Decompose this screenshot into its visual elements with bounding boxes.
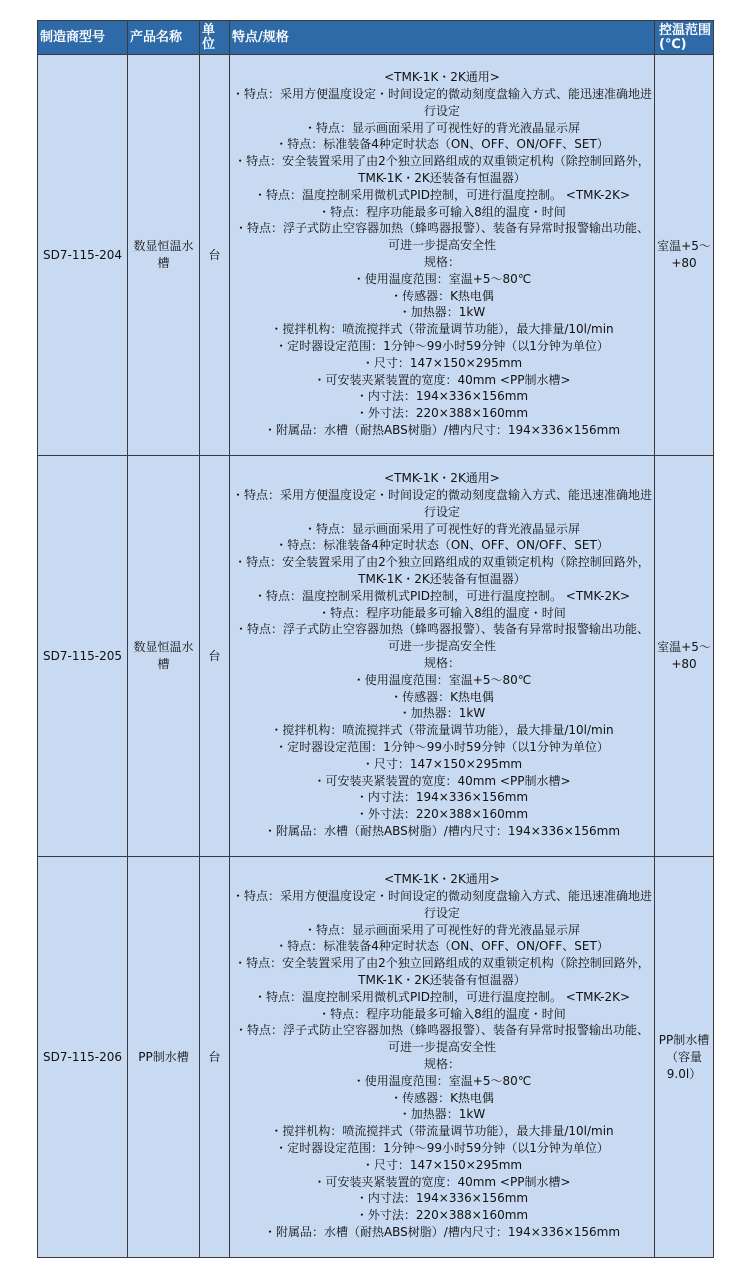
spec-line: ・搅拌机构：喷流搅拌式（带流量调节功能），最大排量/10l/min <box>270 322 614 337</box>
spec-line: ・可安装夹紧装置的宽度：40mm <PP制水槽> <box>313 372 571 387</box>
spec-line: ・加热器：1kW <box>398 1107 486 1122</box>
spec-line: ・特点：程序功能最多可输入8组的温度・时间 <box>318 1006 566 1021</box>
spec-line: ・特点：显示画面采用了可视性好的背光液晶显示屏 <box>303 521 580 536</box>
spec-line: ・外寸法：220×388×160mm <box>355 406 529 421</box>
spec-line: ・特点：标准装备4种定时状态（ON、OFF、ON/OFF、SET） <box>275 939 609 954</box>
cell-spec <box>230 456 655 857</box>
cell-range: 室温+5～+80 <box>655 456 714 857</box>
spec-line: ・可安装夹紧装置的宽度：40mm <PP制水槽> <box>313 773 571 788</box>
spec-line: ・传感器：K热电偶 <box>390 689 494 704</box>
cell-name: 数显恒温水槽 <box>128 55 200 456</box>
cell-model: SD7-115-204 <box>38 55 128 456</box>
cell-model: SD7-115-206 <box>38 857 128 1258</box>
spec-line: ・使用温度范围：室温+5～80℃ <box>352 271 532 286</box>
spec-line: ・传感器：K热电偶 <box>390 1090 494 1105</box>
header-model: 制造商型号 <box>38 21 128 55</box>
cell-unit: 台 <box>200 857 230 1258</box>
spec-line: ・附属品：水槽（耐热ABS树脂）/槽内尺寸：194×336×156mm <box>263 1224 621 1239</box>
spec-line: ・特点：标准装备4种定时状态（ON、OFF、ON/OFF、SET） <box>275 137 609 152</box>
cell-model: SD7-115-205 <box>38 456 128 857</box>
spec-line: <TMK-1K・2K通用> <box>384 872 500 887</box>
spec-line: ・特点：程序功能最多可输入8组的温度・时间 <box>318 204 566 219</box>
spec-line: <TMK-1K・2K通用> <box>384 70 500 85</box>
spec-line: ・搅拌机构：喷流搅拌式（带流量调节功能），最大排量/10l/min <box>270 1124 614 1139</box>
spec-line: 规格： <box>423 1057 460 1071</box>
table-row <box>38 857 714 1258</box>
cell-unit: 台 <box>200 55 230 456</box>
spec-line: ・特点：显示画面采用了可视性好的背光液晶显示屏 <box>303 120 580 135</box>
spec-line: ・特点：安全装置采用了由2个独立回路组成的双重锁定机构（除控制回路外，TMK-1K・2K还装备有恒温器） <box>234 555 650 587</box>
table-row <box>38 456 714 857</box>
spec-line: ・特点：温度控制采用微机式PID控制，可进行温度控制。 <TMK-2K> <box>253 187 631 202</box>
spec-line: ・搅拌机构：喷流搅拌式（带流量调节功能），最大排量/10l/min <box>270 723 614 738</box>
spec-line: ・特点：温度控制采用微机式PID控制，可进行温度控制。 <TMK-2K> <box>253 588 631 603</box>
spec-line: ・尺寸：147×150×295mm <box>361 1157 523 1172</box>
table-row <box>38 55 714 456</box>
spec-line: ・特点：浮子式防止空容器加热（蜂鸣器报警）、装备有异常时报警输出功能、可进一步提高安全性 <box>234 622 649 654</box>
cell-range: 室温+5～+80 <box>655 55 714 456</box>
spec-line: ・特点：安全装置采用了由2个独立回路组成的双重锁定机构（除控制回路外，TMK-1K・2K还装备有恒温器） <box>234 154 650 186</box>
spec-line: ・外寸法：220×388×160mm <box>355 807 529 822</box>
header-range: 控温范围(℃) <box>655 21 714 55</box>
spec-line: ・加热器：1kW <box>398 706 486 721</box>
spec-line: <TMK-1K・2K通用> <box>384 471 500 486</box>
spec-line: ・特点：采用方便温度设定・时间设定的微动刻度盘输入方式、能迅速准确地进行设定 <box>232 87 653 118</box>
table-header-row <box>38 21 714 55</box>
header-unit: 单位 <box>200 21 230 55</box>
spec-line: ・加热器：1kW <box>398 305 486 320</box>
spec-line: ・附属品：水槽（耐热ABS树脂）/槽内尺寸：194×336×156mm <box>263 422 621 437</box>
spec-line: ・特点：显示画面采用了可视性好的背光液晶显示屏 <box>303 922 580 937</box>
spec-line: ・使用温度范围：室温+5～80℃ <box>352 1073 532 1088</box>
cell-name: 数显恒温水槽 <box>128 456 200 857</box>
spec-line: ・使用温度范围：室温+5～80℃ <box>352 672 532 687</box>
cell-unit: 台 <box>200 456 230 857</box>
cell-name: PP制水槽 <box>128 857 200 1258</box>
spec-line: ・传感器：K热电偶 <box>390 288 494 303</box>
spec-line: ・特点：标准装备4种定时状态（ON、OFF、ON/OFF、SET） <box>275 538 609 553</box>
cell-spec <box>230 55 655 456</box>
header-spec: 特点/规格 <box>230 21 655 55</box>
spec-line: ・特点：采用方便温度设定・时间设定的微动刻度盘输入方式、能迅速准确地进行设定 <box>232 488 653 519</box>
spec-line: ・特点：程序功能最多可输入8组的温度・时间 <box>318 605 566 620</box>
spec-line: 规格： <box>423 656 460 670</box>
spec-line: ・内寸法：194×336×156mm <box>355 389 529 404</box>
spec-line: ・特点：温度控制采用微机式PID控制，可进行温度控制。 <TMK-2K> <box>253 989 631 1004</box>
spec-line: ・定时器设定范围：1分钟～99小时59分钟（以1分钟为单位） <box>275 338 609 353</box>
header-name: 产品名称 <box>128 21 200 55</box>
spec-line: 规格： <box>423 255 460 269</box>
cell-spec <box>230 857 655 1258</box>
spec-line: ・特点：浮子式防止空容器加热（蜂鸣器报警）、装备有异常时报警输出功能、可进一步提高安全性 <box>234 1023 649 1055</box>
spec-line: ・特点：采用方便温度设定・时间设定的微动刻度盘输入方式、能迅速准确地进行设定 <box>232 889 653 920</box>
spec-line: ・特点：浮子式防止空容器加热（蜂鸣器报警）、装备有异常时报警输出功能、可进一步提高安全性 <box>234 221 649 253</box>
spec-line: ・尺寸：147×150×295mm <box>361 355 523 370</box>
spec-line: ・定时器设定范围：1分钟～99小时59分钟（以1分钟为单位） <box>275 739 609 754</box>
spec-line: ・内寸法：194×336×156mm <box>355 1191 529 1206</box>
spec-line: ・定时器设定范围：1分钟～99小时59分钟（以1分钟为单位） <box>275 1140 609 1155</box>
spec-line: ・尺寸：147×150×295mm <box>361 756 523 771</box>
spec-line: ・内寸法：194×336×156mm <box>355 790 529 805</box>
cell-range: PP制水槽（容量9.0l） <box>655 857 714 1258</box>
spec-line: ・外寸法：220×388×160mm <box>355 1208 529 1223</box>
spec-line: ・可安装夹紧装置的宽度：40mm <PP制水槽> <box>313 1174 571 1189</box>
spec-line: ・特点：安全装置采用了由2个独立回路组成的双重锁定机构（除控制回路外，TMK-1K・2K还装备有恒温器） <box>234 956 650 988</box>
product-table-wrapper <box>37 20 713 1258</box>
spec-line: ・附属品：水槽（耐热ABS树脂）/槽内尺寸：194×336×156mm <box>263 823 621 838</box>
product-table <box>37 20 714 1258</box>
